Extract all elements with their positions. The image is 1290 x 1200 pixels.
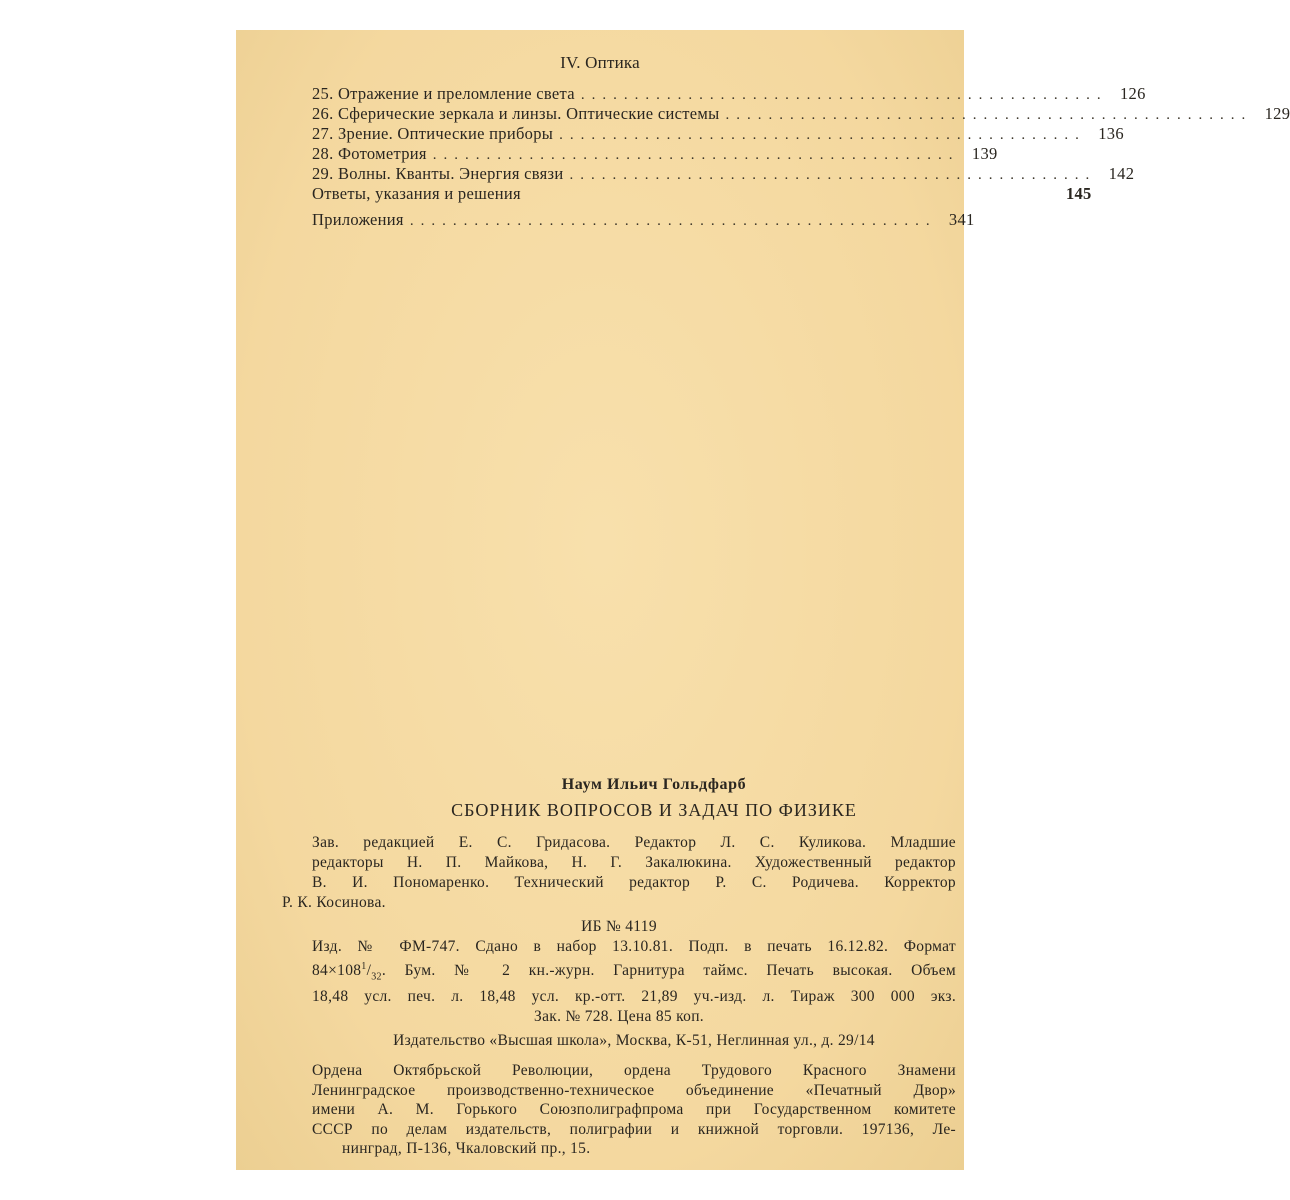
printer-line: нинград, П-136, Чкаловский пр., 15. [342, 1140, 591, 1158]
toc-entry [312, 84, 1146, 104]
credits-line: Зав. редакцией Е. С. Гридасова. Редактор Л. С. Куликова. Младшие [312, 834, 956, 851]
format-fraction-denominator: 32 [371, 971, 382, 983]
credits-line: Р. К. Косинова. [282, 894, 386, 911]
printer-line: имени А. М. Горького Союзполиграфпрома при Государственном комитете [312, 1101, 956, 1119]
toc-entry-title: Приложения [312, 210, 404, 229]
imprint-line: 18,48 усл. печ. л. 18,48 усл. кр.-отт. 21,89 уч.-изд. л. Тираж 300 000 экз. [312, 988, 956, 1006]
colophon [282, 776, 956, 1159]
toc-leader-dots: ................................................. [409, 213, 937, 229]
printer-line: СССР по делам издательств, полиграфии и книжной торговли. 197136, Ле- [312, 1120, 956, 1138]
editorial-credits [282, 833, 956, 913]
toc-entry [312, 164, 1135, 184]
credits-line: редакторы Н. П. Майкова, Н. Г. Закалюкина. Художественный редактор [312, 854, 956, 871]
order-price-line: Зак. № 728. Цена 85 коп. [534, 1008, 704, 1026]
author-name: Наум Ильич Гольдфарб [561, 776, 747, 793]
toc-entry [312, 184, 1092, 204]
toc-entry-title: 26. Сферические зеркала и линзы. Оптические системы [312, 104, 720, 123]
toc-leader-dots: ................................................. [569, 167, 1097, 183]
imprint-details [312, 937, 956, 1027]
toc-entry-page: 145 [1065, 184, 1092, 203]
imprint-line: $84\times 108^1/_{32}$. Бум. № 2 кн.-журн. Гарнитура таймс. Печать высокая. Объем [312, 961, 956, 983]
imprint-text: . Бум. № 2 кн.-журн. Гарнитура таймс. Печать высокая. Объем [381, 962, 956, 980]
toc-entry-title: Ответы, указания и решения [312, 184, 521, 203]
publisher-address: Издательство «Высшая школа», Москва, К-51, Неглинная ул., д. 29/14 [393, 1032, 875, 1050]
format-fraction-numerator: 1 [361, 961, 367, 972]
toc-entry [312, 144, 998, 164]
toc-section-heading: IV. Оптика [560, 53, 640, 72]
toc-entry-title: 25. Отражение и преломление света [312, 84, 575, 103]
toc-entry-page: 341 [948, 210, 975, 229]
toc-entry-title: 29. Волны. Кванты. Энергия связи [312, 164, 564, 183]
imprint-line: Изд. № ФМ-747. Сдано в набор 13.10.81. Подп. в печать 16.12.82. Формат [312, 938, 956, 955]
printer-line: Ордена Октябрьской Революции, ордена Трудового Красного Знамени [312, 1062, 956, 1080]
toc-leader-dots: ................................................. [580, 87, 1108, 103]
toc-leader-dots: ................................................. [432, 147, 960, 163]
book-title: СБОРНИК ВОПРОСОВ И ЗАДАЧ ПО ФИЗИКЕ [451, 800, 857, 820]
toc-leader-dots: ................................................. [559, 127, 1086, 143]
table-of-contents [312, 84, 1290, 230]
credits-line: В. И. Пономаренко. Технический редактор Р. С. Родичева. Корректор [312, 874, 956, 891]
toc-entry-page: 142 [1108, 164, 1135, 183]
toc-entry [312, 210, 975, 230]
toc-entry [312, 124, 1124, 144]
toc-leader-dots: ................................................. [725, 107, 1253, 123]
toc-entry-title: 28. Фотометрия [312, 144, 427, 163]
toc-entry-page: 129 [1264, 104, 1290, 123]
toc-entry-page: 136 [1098, 124, 1124, 143]
toc-entry [312, 104, 1290, 124]
printer-info [312, 1061, 956, 1159]
toc-entry-page: 139 [971, 144, 998, 163]
ib-number: ИБ № 4119 [581, 918, 657, 935]
toc-entry-page: 126 [1119, 84, 1146, 103]
printer-line: Ленинградское производственно-техническое объединение «Печатный Двор» [312, 1081, 956, 1099]
book-page [236, 30, 1290, 1170]
toc-entry-title: 27. Зрение. Оптические приборы [312, 124, 554, 143]
format-value: 84×108 [312, 962, 362, 980]
